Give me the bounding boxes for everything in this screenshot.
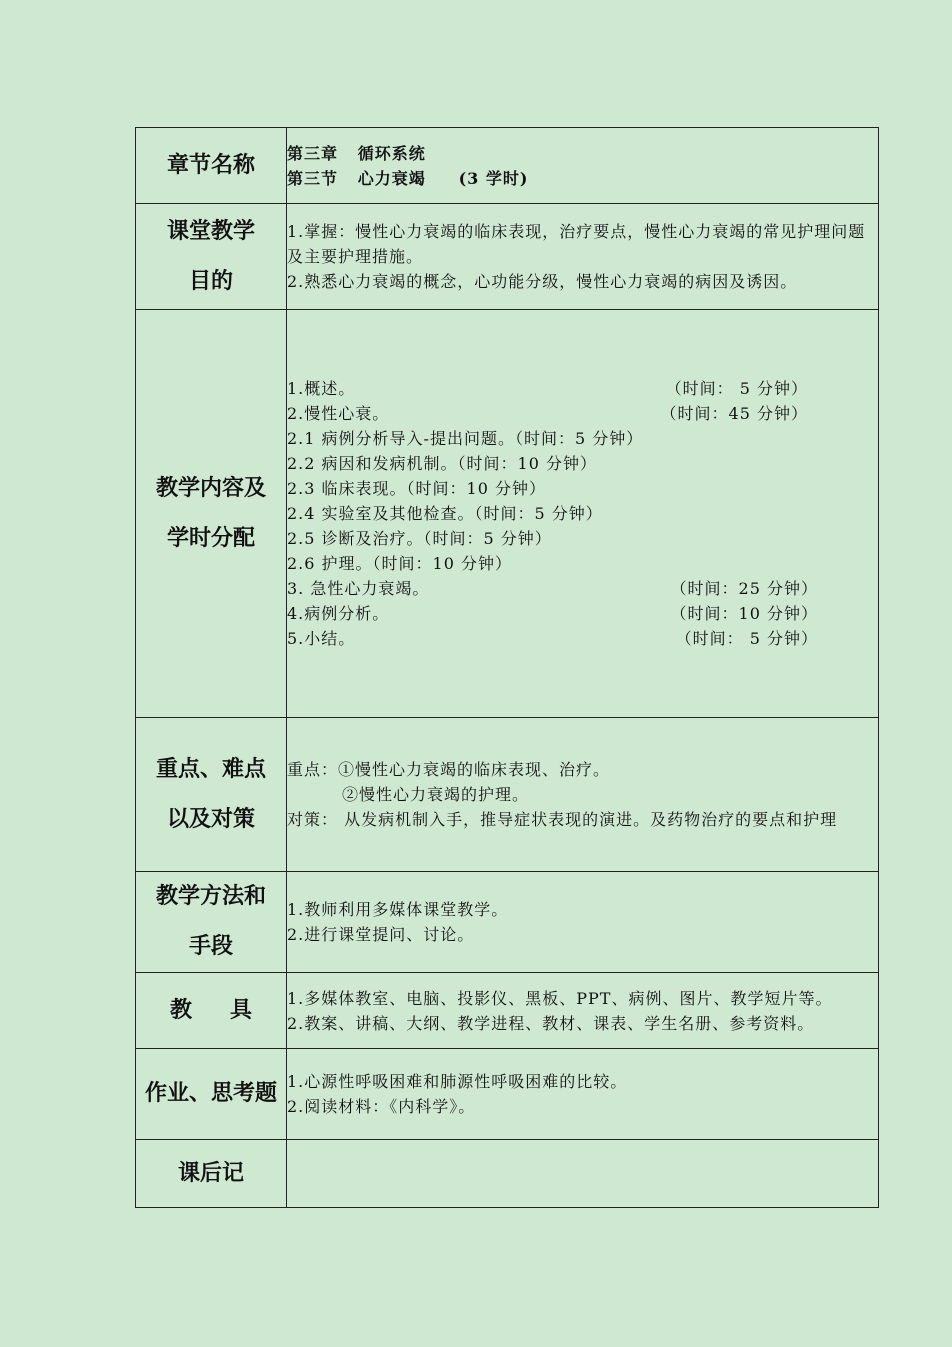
homework-item: 2.阅读材料：《内科学》。 [287, 1097, 476, 1116]
label-chapter: 章节名称 [136, 128, 287, 204]
strategy-line: 对策： 从发病机制入手，推导症状表现的演进。及药物治疗的要点和护理 [287, 810, 838, 829]
content-list [287, 310, 879, 718]
key-point-line: 重点：①慢性心力衰竭的临床表现、治疗。 [287, 760, 611, 779]
content-item: 2.3 临床表现。（时间：10 分钟） [287, 479, 546, 498]
objective-item: 1.掌握：慢性心力衰竭的临床表现，治疗要点，慢性心力衰竭的常见护理问题及主要护理措施。 [287, 222, 866, 266]
row-homework [136, 1049, 879, 1140]
row-afterword [136, 1140, 879, 1208]
method-item: 1.教师利用多媒体课堂教学。 [287, 900, 509, 919]
objective-item: 2.熟悉心力衰竭的概念，心功能分级，慢性心力衰竭的病因及诱因。 [287, 272, 798, 291]
tool-item: 2.教案、讲稿、大纲、教学进程、教材、课表、学生名册、参考资料。 [287, 1013, 815, 1033]
objectives-content [287, 204, 879, 310]
tool-item: 1.多媒体教室、电脑、投影仪、黑板、PPT、病例、图片、教学短片等。 [287, 988, 833, 1008]
content-item: 4.病例分析。 （时间：10 分钟） [287, 604, 818, 623]
content-item: 2.4 实验室及其他检查。（时间：5 分钟） [287, 504, 603, 523]
afterword-content [287, 1140, 879, 1208]
content-item: 2.慢性心衰。 （时间：45 分钟） [287, 404, 808, 423]
content-item: 5.小结。 （时间： 5 分钟） [287, 629, 818, 648]
row-objectives [136, 204, 879, 310]
chapter-line: 第三章 循环系统 [287, 143, 426, 163]
row-chapter [136, 128, 879, 204]
label-objectives: 课堂教学 目的 [136, 204, 287, 310]
lesson-plan-table [135, 127, 879, 1208]
label-homework: 作业、思考题 [136, 1049, 287, 1140]
content-item: 2.5 诊断及治疗。（时间：5 分钟） [287, 529, 552, 548]
section-line: 第三节 心力衰竭 (3 学时) [287, 168, 529, 188]
content-item: 3. 急性心力衰竭。 （时间：25 分钟） [287, 579, 818, 598]
row-methods [136, 872, 879, 973]
label-tools: 教具 [136, 973, 287, 1049]
method-item: 2.进行课堂提问、讨论。 [287, 925, 475, 944]
label-methods: 教学方法和 手段 [136, 872, 287, 973]
label-content: 教学内容及 学时分配 [136, 310, 287, 718]
row-content [136, 310, 879, 718]
row-tools [136, 973, 879, 1049]
content-item: 2.2 病因和发病机制。（时间：10 分钟） [287, 454, 597, 473]
tools-content [287, 973, 879, 1049]
key-points-content [287, 718, 879, 872]
content-item: 2.1 病例分析导入-提出问题。（时间：5 分钟） [287, 429, 644, 448]
homework-content [287, 1049, 879, 1140]
chapter-content [287, 128, 879, 204]
label-key-points: 重点、难点 以及对策 [136, 718, 287, 872]
methods-content [287, 872, 879, 973]
key-point-line: ②慢性心力衰竭的护理。 [342, 785, 530, 804]
homework-item: 1.心源性呼吸困难和肺源性呼吸困难的比较。 [287, 1072, 628, 1091]
label-afterword: 课后记 [136, 1140, 287, 1208]
content-item: 2.6 护理。（时间：10 分钟） [287, 554, 512, 573]
content-item: 1.概述。 （时间： 5 分钟） [287, 379, 808, 398]
row-key-points [136, 718, 879, 872]
